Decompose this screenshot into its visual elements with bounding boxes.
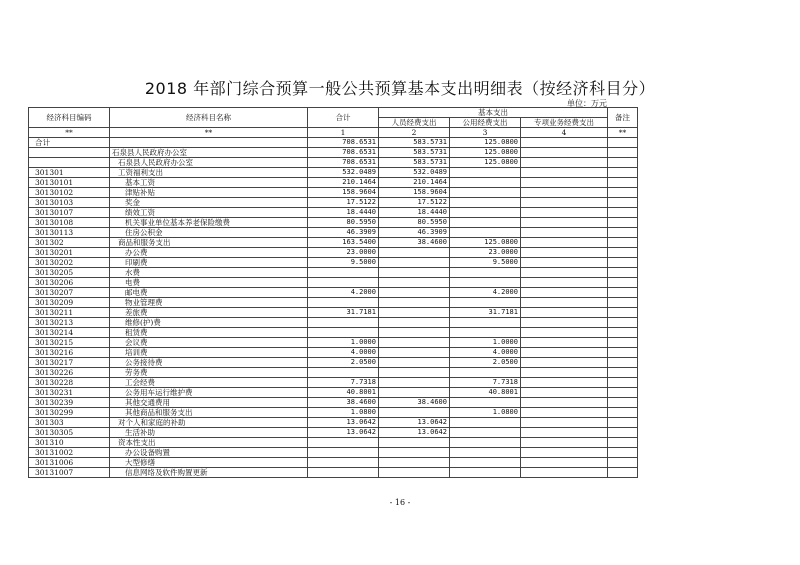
table-row [29,268,638,278]
row-name: 信息网络及软件购置更新 [110,468,308,478]
row-public: 125.0800 [450,138,521,148]
header-special: 专项业务经费支出 [521,118,608,128]
row-code: 30130239 [29,398,110,408]
row-special [521,468,608,478]
row-personnel: 583.5731 [379,158,450,168]
row-total: 80.5950 [308,218,379,228]
table-row [29,258,638,268]
row-special [521,438,608,448]
row-total: 31.7181 [308,308,379,318]
row-name: 租赁费 [110,328,308,338]
row-public [450,458,521,468]
row-special [521,238,608,248]
row-special [521,348,608,358]
table-row [29,278,638,288]
header-code: 经济科目编码 [29,108,110,128]
table-row [29,358,638,368]
row-note [608,318,638,328]
row-total: 38.4600 [308,398,379,408]
row-public [450,218,521,228]
row-note [608,408,638,418]
row-public: 9.5000 [450,258,521,268]
row-note [608,208,638,218]
row-note [608,388,638,398]
row-personnel [379,348,450,358]
row-special [521,408,608,418]
row-public [450,428,521,438]
table-row [29,288,638,298]
table-row [29,218,638,228]
table-row [29,178,638,188]
row-note [608,268,638,278]
row-name: 公务接待费 [110,358,308,368]
row-note [608,288,638,298]
row-personnel [379,328,450,338]
row-total: 4.0000 [308,348,379,358]
row-name: 劳务费 [110,368,308,378]
row-total: 46.3909 [308,228,379,238]
row-personnel: 38.4600 [379,398,450,408]
row-name: 工会经费 [110,378,308,388]
row-public: 7.7318 [450,378,521,388]
row-special [521,388,608,398]
row-total [308,448,379,458]
row-note [608,188,638,198]
row-name: 石泉县人民政府办公室 [110,148,308,158]
row-personnel [379,388,450,398]
row-public: 23.0000 [450,248,521,258]
table-row [29,348,638,358]
row-special [521,148,608,158]
table-row [29,408,638,418]
row-public [450,468,521,478]
row-code: 30130231 [29,388,110,398]
row-total: 532.0489 [308,168,379,178]
row-name: 电费 [110,278,308,288]
row-special [521,228,608,238]
row-code: 30130305 [29,428,110,438]
row-name: 绩效工资 [110,208,308,218]
row-note [608,428,638,438]
row-code: 30130226 [29,368,110,378]
row-public [450,168,521,178]
row-personnel: 13.0642 [379,418,450,428]
row-total: 9.5000 [308,258,379,268]
row-note [608,278,638,288]
table-row [29,328,638,338]
row-public [450,398,521,408]
row-personnel [379,338,450,348]
row-total: 2.0500 [308,358,379,368]
table-row [29,428,638,438]
page-number: - 16 - [389,498,411,507]
row-code: 30130214 [29,328,110,338]
row-special [521,198,608,208]
row-total: 1.0000 [308,338,379,348]
row-code: 30130206 [29,278,110,288]
table-row [29,188,638,198]
row-personnel [379,448,450,458]
row-public: 40.8001 [450,388,521,398]
row-name: 办公费 [110,248,308,258]
row-code [29,158,110,168]
row-note [608,328,638,338]
header-personnel: 人员经费支出 [379,118,450,128]
row-code: 30130228 [29,378,110,388]
row-special [521,138,608,148]
row-name: 石泉县人民政府办公室 [110,158,308,168]
index-cell: 4 [521,128,608,138]
row-note [608,178,638,188]
row-special [521,418,608,428]
row-public: 125.0800 [450,158,521,168]
row-code: 30130108 [29,218,110,228]
row-name: 办公设备购置 [110,448,308,458]
header-name: 经济科目名称 [110,108,308,128]
row-personnel [379,438,450,448]
table-row [29,458,638,468]
row-total: 210.1464 [308,178,379,188]
table-row [29,388,638,398]
row-public [450,448,521,458]
row-code: 30130216 [29,348,110,358]
row-personnel [379,248,450,258]
row-name: 商品和服务支出 [110,238,308,248]
row-personnel [379,288,450,298]
row-special [521,338,608,348]
header-note: 备注 [608,108,638,128]
row-note [608,198,638,208]
row-personnel: 46.3909 [379,228,450,238]
row-name: 住房公积金 [110,228,308,238]
row-total: 18.4440 [308,208,379,218]
row-public [450,208,521,218]
row-name: 会议费 [110,338,308,348]
row-total: 40.8001 [308,388,379,398]
row-code: 301303 [29,418,110,428]
row-special [521,458,608,468]
row-special [521,278,608,288]
row-note [608,138,638,148]
row-personnel: 18.4440 [379,208,450,218]
row-name: 机关事业单位基本养老保险缴费 [110,218,308,228]
table-row [29,148,638,158]
row-public: 4.0000 [450,348,521,358]
row-special [521,398,608,408]
row-note [608,358,638,368]
row-personnel [379,308,450,318]
row-personnel: 17.5122 [379,198,450,208]
row-name: 印刷费 [110,258,308,268]
row-total: 708.6531 [308,138,379,148]
row-name: 资本性支出 [110,438,308,448]
page-title: 2018 年部门综合预算一般公共预算基本支出明细表（按经济科目分） [144,79,656,98]
row-total: 13.0642 [308,428,379,438]
row-code: 合计 [29,138,110,148]
row-note [608,368,638,378]
row-personnel [379,408,450,418]
row-public [450,278,521,288]
row-code: 301302 [29,238,110,248]
unit-label: 单位：万元 [567,99,607,108]
row-name: 物业管理费 [110,298,308,308]
table-row [29,368,638,378]
index-cell: ** [608,128,638,138]
row-personnel [379,368,450,378]
row-note [608,238,638,248]
row-note [608,468,638,478]
budget-table [28,107,638,478]
table-row [29,308,638,318]
row-public [450,438,521,448]
row-personnel [379,258,450,268]
table-row [29,448,638,458]
table-row [29,198,638,208]
row-code: 30130101 [29,178,110,188]
row-name: 其他商品和服务支出 [110,408,308,418]
row-special [521,188,608,198]
row-note [608,458,638,468]
row-public: 125.0800 [450,238,521,248]
row-note [608,438,638,448]
row-special [521,208,608,218]
row-public: 125.0800 [450,148,521,158]
row-personnel [379,318,450,328]
table-row [29,378,638,388]
row-public [450,368,521,378]
row-public [450,178,521,188]
row-total [308,458,379,468]
row-code: 30130205 [29,268,110,278]
row-name: 维修(护)费 [110,318,308,328]
row-special [521,328,608,338]
row-code: 30130211 [29,308,110,318]
row-public [450,268,521,278]
row-public: 31.7181 [450,308,521,318]
table-row [29,138,638,148]
row-public [450,418,521,428]
row-name: 公务用车运行维护费 [110,388,308,398]
row-total: 17.5122 [308,198,379,208]
row-code: 30131006 [29,458,110,468]
row-special [521,428,608,438]
row-total: 23.0000 [308,248,379,258]
table-row [29,418,638,428]
row-personnel [379,378,450,388]
table-row [29,228,638,238]
row-total: 708.6531 [308,158,379,168]
row-public: 1.0000 [450,338,521,348]
index-cell: 3 [450,128,521,138]
row-code: 30131007 [29,468,110,478]
row-note [608,378,638,388]
row-code: 30130103 [29,198,110,208]
header-total: 合计 [308,108,379,128]
row-name: 培训费 [110,348,308,358]
row-code: 30131002 [29,448,110,458]
row-public: 2.0500 [450,358,521,368]
row-special [521,258,608,268]
row-name: 其他交通费用 [110,398,308,408]
row-note [608,168,638,178]
row-personnel: 80.5950 [379,218,450,228]
row-special [521,178,608,188]
row-personnel [379,278,450,288]
row-note [608,228,638,238]
table-row [29,318,638,328]
index-cell: ** [29,128,110,138]
row-total [308,468,379,478]
row-note [608,308,638,318]
row-total: 4.2000 [308,288,379,298]
row-name: 大型修缮 [110,458,308,468]
row-public [450,318,521,328]
table-row [29,208,638,218]
row-total: 13.0642 [308,418,379,428]
row-personnel: 583.5731 [379,148,450,158]
row-public [450,328,521,338]
row-code: 30130209 [29,298,110,308]
row-total: 163.5400 [308,238,379,248]
row-note [608,218,638,228]
table-row [29,238,638,248]
row-code: 301301 [29,168,110,178]
row-personnel: 210.1464 [379,178,450,188]
row-name [110,138,308,148]
row-special [521,218,608,228]
table-row [29,338,638,348]
row-note [608,448,638,458]
row-public [450,188,521,198]
row-name: 生活补助 [110,428,308,438]
row-code: 301310 [29,438,110,448]
row-code [29,148,110,158]
row-code: 30130102 [29,188,110,198]
row-special [521,288,608,298]
row-personnel: 583.5731 [379,138,450,148]
index-cell: 1 [308,128,379,138]
row-personnel: 13.0642 [379,428,450,438]
row-special [521,378,608,388]
row-note [608,418,638,428]
row-code: 30130207 [29,288,110,298]
table-row [29,248,638,258]
row-note [608,158,638,168]
row-personnel [379,268,450,278]
row-special [521,308,608,318]
row-total [308,318,379,328]
table-row [29,438,638,448]
row-personnel [379,298,450,308]
row-total: 158.9604 [308,188,379,198]
row-total [308,268,379,278]
index-cell: 2 [379,128,450,138]
row-personnel: 38.4600 [379,238,450,248]
table-row [29,398,638,408]
row-total: 1.0800 [308,408,379,418]
row-special [521,248,608,258]
row-note [608,398,638,408]
row-note [608,338,638,348]
table-row [29,298,638,308]
row-special [521,368,608,378]
row-total: 708.6531 [308,148,379,158]
row-code: 30130202 [29,258,110,268]
row-note [608,348,638,358]
row-name: 水费 [110,268,308,278]
row-name: 津贴补贴 [110,188,308,198]
row-code: 30130213 [29,318,110,328]
row-note [608,298,638,308]
row-special [521,318,608,328]
row-note [608,248,638,258]
row-special [521,268,608,278]
row-name: 差旅费 [110,308,308,318]
index-cell: ** [110,128,308,138]
table-row [29,468,638,478]
row-personnel [379,468,450,478]
row-personnel [379,458,450,468]
row-total [308,298,379,308]
row-name: 奖金 [110,198,308,208]
header-basic: 基本支出 [379,108,608,118]
row-code: 30130215 [29,338,110,348]
row-note [608,148,638,158]
row-total [308,278,379,288]
row-public [450,198,521,208]
header-public: 公用经费支出 [450,118,521,128]
row-special [521,358,608,368]
row-code: 30130107 [29,208,110,218]
row-public [450,228,521,238]
row-personnel: 532.0489 [379,168,450,178]
row-public: 4.2000 [450,288,521,298]
row-total [308,328,379,338]
row-name: 对个人和家庭的补助 [110,418,308,428]
row-personnel: 158.9604 [379,188,450,198]
row-code: 30130217 [29,358,110,368]
row-public [450,298,521,308]
row-special [521,158,608,168]
row-name: 邮电费 [110,288,308,298]
row-special [521,298,608,308]
row-code: 30130299 [29,408,110,418]
row-public: 1.0800 [450,408,521,418]
row-total [308,438,379,448]
row-special [521,168,608,178]
row-name: 基本工资 [110,178,308,188]
row-personnel [379,358,450,368]
row-code: 30130201 [29,248,110,258]
row-code: 30130113 [29,228,110,238]
row-total: 7.7318 [308,378,379,388]
row-note [608,258,638,268]
table-row [29,158,638,168]
table-row [29,168,638,178]
row-name: 工资福利支出 [110,168,308,178]
row-special [521,448,608,458]
row-total [308,368,379,378]
